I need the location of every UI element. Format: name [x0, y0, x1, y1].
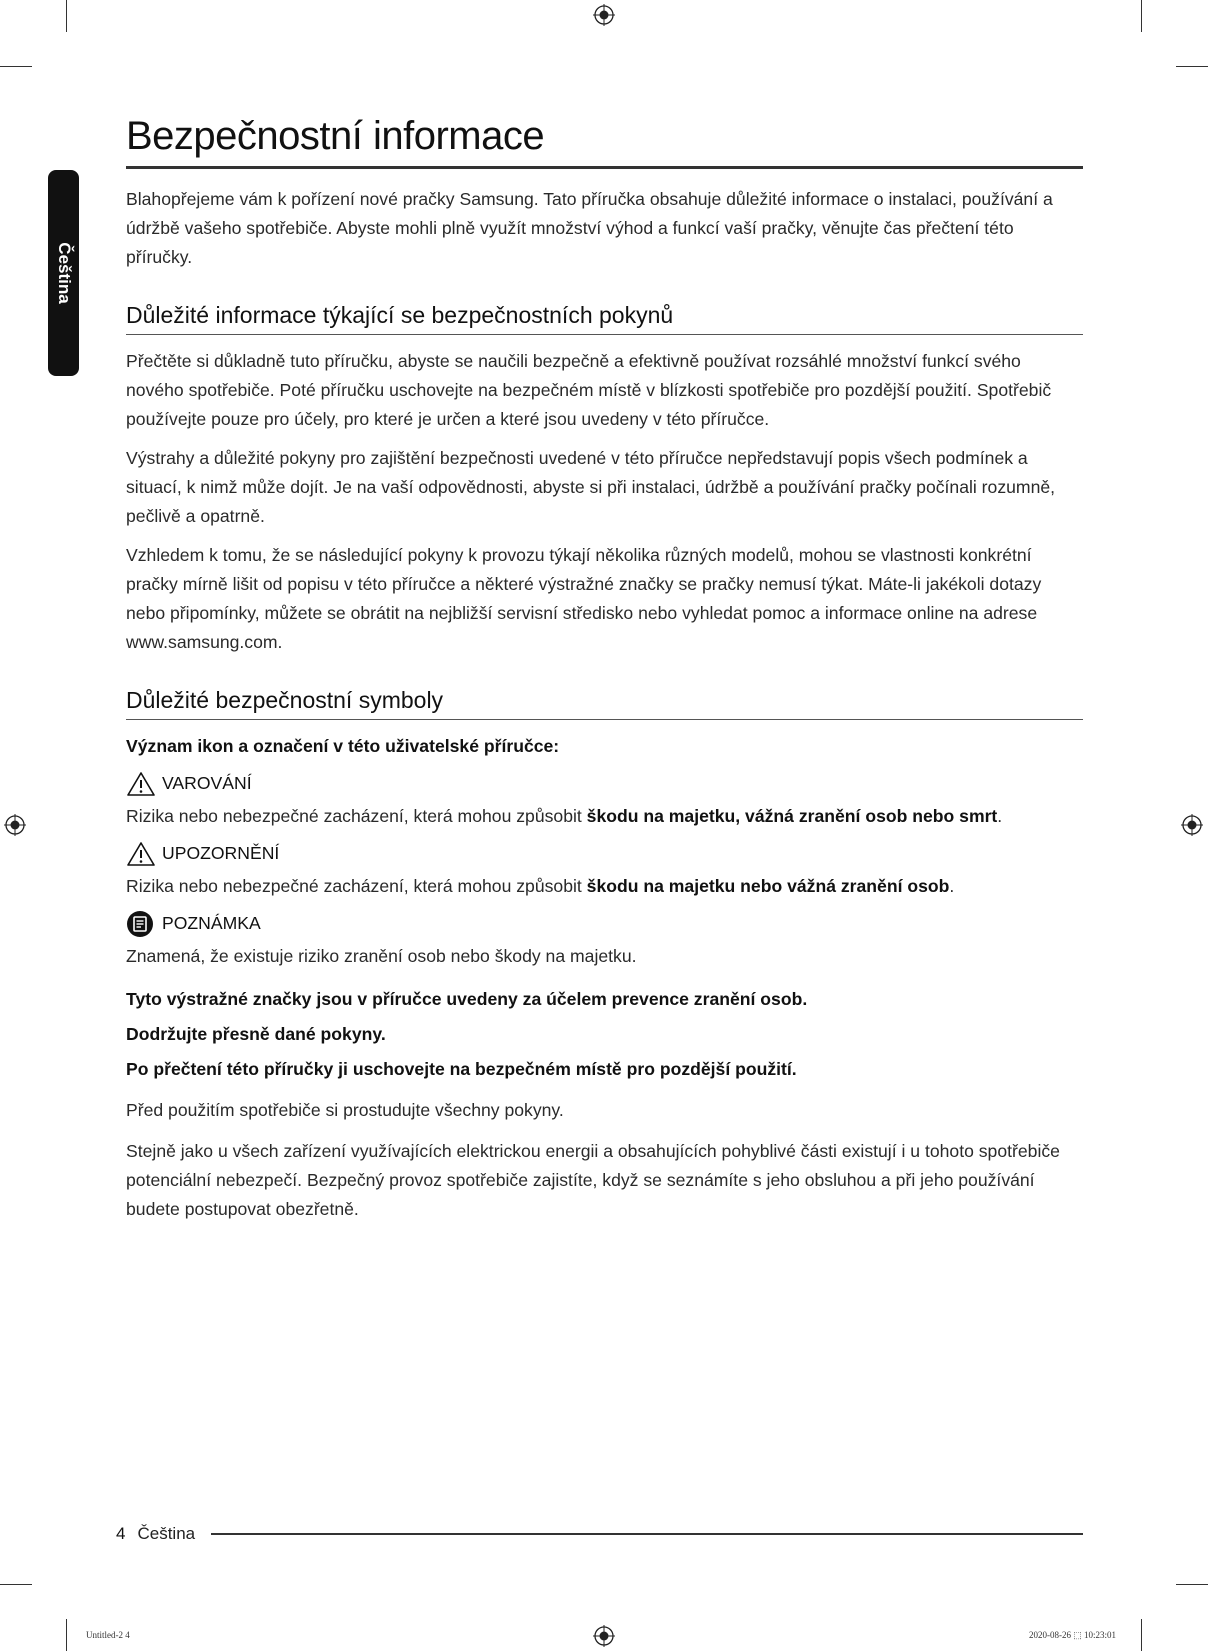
- registration-mark-icon: [593, 1625, 615, 1647]
- final-paragraph: Stejně jako u všech zařízení využívajících elektrickou energii a obsahujících pohyblivé části existují i u tohoto spotřebiče potenciální nebezpečí. Bezpečný provoz spotřebiče zajistíte, když se seznámíte s jeho obsluhou a při jeho používání budete postupovat obezřetně.: [126, 1141, 1060, 1219]
- page-number: 4: [116, 1524, 126, 1543]
- crop-mark: [0, 66, 32, 67]
- warning-bold-text: škodu na majetku, vážná zranění osob nebo smrt: [586, 806, 998, 826]
- crop-mark: [1176, 1584, 1208, 1585]
- section-heading-instructions: Důležité informace týkající se bezpečnostních pokynů: [126, 300, 1083, 335]
- caution-triangle-icon: [126, 841, 156, 867]
- page-content: [126, 112, 1083, 1224]
- instructions-paragraph-3: Vzhledem k tomu, že se následující pokyny k provozu týkají několika různých modelů, mohou se vlastnosti konkrétní pračky mírně lišit od popisu v této příručce a některé výstražné značky se pračky nemusí týkat. Máte-li jakékoli dotazy nebo připomínky, můžete se obrátit na nejbližší servisní středisko nebo vyhledat pomoc a informace online na adrese www.samsung.com.: [126, 545, 1042, 652]
- registration-mark-icon: [593, 4, 615, 26]
- footer-rule: [211, 1533, 1083, 1535]
- instructions-paragraph-2: Výstrahy a důležité pokyny pro zajištění bezpečnosti uvedené v této příručce nepředstavují popis všech podmínek a situací, k nimž může dojít. Je na vaší odpovědnosti, abyste si při instalaci, údržbě a používání pračky počínali rozumně, pečlivě a opatrně.: [126, 448, 1056, 526]
- bold-instruction-3: Po přečtení této příručky ji uschovejte na bezpečném místě pro pozdější použití.: [126, 1059, 797, 1079]
- warning-text: Rizika nebo nebezpečné zacházení, která mohou způsobit: [126, 806, 587, 826]
- bold-instruction-1: Tyto výstražné značky jsou v příručce uvedeny za účelem prevence zranění osob.: [126, 989, 808, 1009]
- page-footer: [116, 1519, 1083, 1549]
- crop-mark: [1141, 0, 1142, 32]
- caution-bold-text: škodu na majetku nebo vážná zranění osob: [586, 876, 950, 896]
- note-description: Znamená, že existuje riziko zranění osob nebo škody na majetku.: [126, 946, 637, 966]
- note-symbol-row: [126, 909, 1083, 938]
- registration-mark-icon: [1181, 814, 1203, 836]
- intro-paragraph: Blahopřejeme vám k pořízení nové pračky Samsung. Tato příručka obsahuje důležité informace o instalaci, používání a údržbě vašeho spotřebiče. Abyste mohli plně využít množství výhod a funkcí vaší pračky, věnujte čas přečtení této příručky.: [126, 189, 1053, 267]
- footer-language: Čeština: [137, 1524, 196, 1543]
- print-slug-right: 2020-08-26 ⬚ 10:23:01: [1029, 1630, 1116, 1640]
- caution-description: [126, 872, 1083, 901]
- side-tab-label: Čeština: [54, 242, 74, 304]
- warning-label: VAROVÁNÍ: [162, 773, 252, 793]
- symbols-lead: Význam ikon a označení v této uživatelské příručce:: [126, 736, 560, 756]
- instructions-paragraph-1: Přečtěte si důkladně tuto příručku, abyste se naučili bezpečně a efektivně používat rozsáhlé množství funkcí svého nového spotřebiče. Poté příručku uschovejte na bezpečném místě v blízkosti spotřebiče pro pozdější použití. Spotřebič používejte pouze pro účely, pro které je určen a které jsou uvedeny v této příručce.: [126, 351, 1052, 429]
- before-use-paragraph: Před použitím spotřebiče si prostudujte všechny pokyny.: [126, 1100, 564, 1120]
- crop-mark: [66, 0, 67, 32]
- page-title: Bezpečnostní informace: [126, 112, 1083, 169]
- caution-text-end: .: [949, 876, 955, 896]
- language-side-tab: [48, 170, 79, 376]
- warning-triangle-icon: [126, 771, 156, 797]
- warning-description: [126, 802, 1083, 831]
- warning-text-end: .: [997, 806, 1003, 826]
- section-heading-symbols: Důležité bezpečnostní symboly: [126, 685, 1083, 720]
- crop-mark: [1176, 66, 1208, 67]
- caution-label: UPOZORNĚNÍ: [162, 843, 280, 863]
- note-label: POZNÁMKA: [162, 913, 261, 933]
- note-icon: [126, 910, 156, 938]
- caution-symbol-row: [126, 839, 1083, 868]
- registration-mark-icon: [4, 814, 26, 836]
- crop-mark: [66, 1619, 67, 1651]
- bold-instruction-2: Dodržujte přesně dané pokyny.: [126, 1024, 386, 1044]
- crop-mark: [0, 1584, 32, 1585]
- caution-text: Rizika nebo nebezpečné zacházení, která mohou způsobit: [126, 876, 587, 896]
- crop-mark: [1141, 1619, 1142, 1651]
- print-slug-left: Untitled-2 4: [86, 1630, 130, 1640]
- warning-symbol-row: [126, 769, 1083, 798]
